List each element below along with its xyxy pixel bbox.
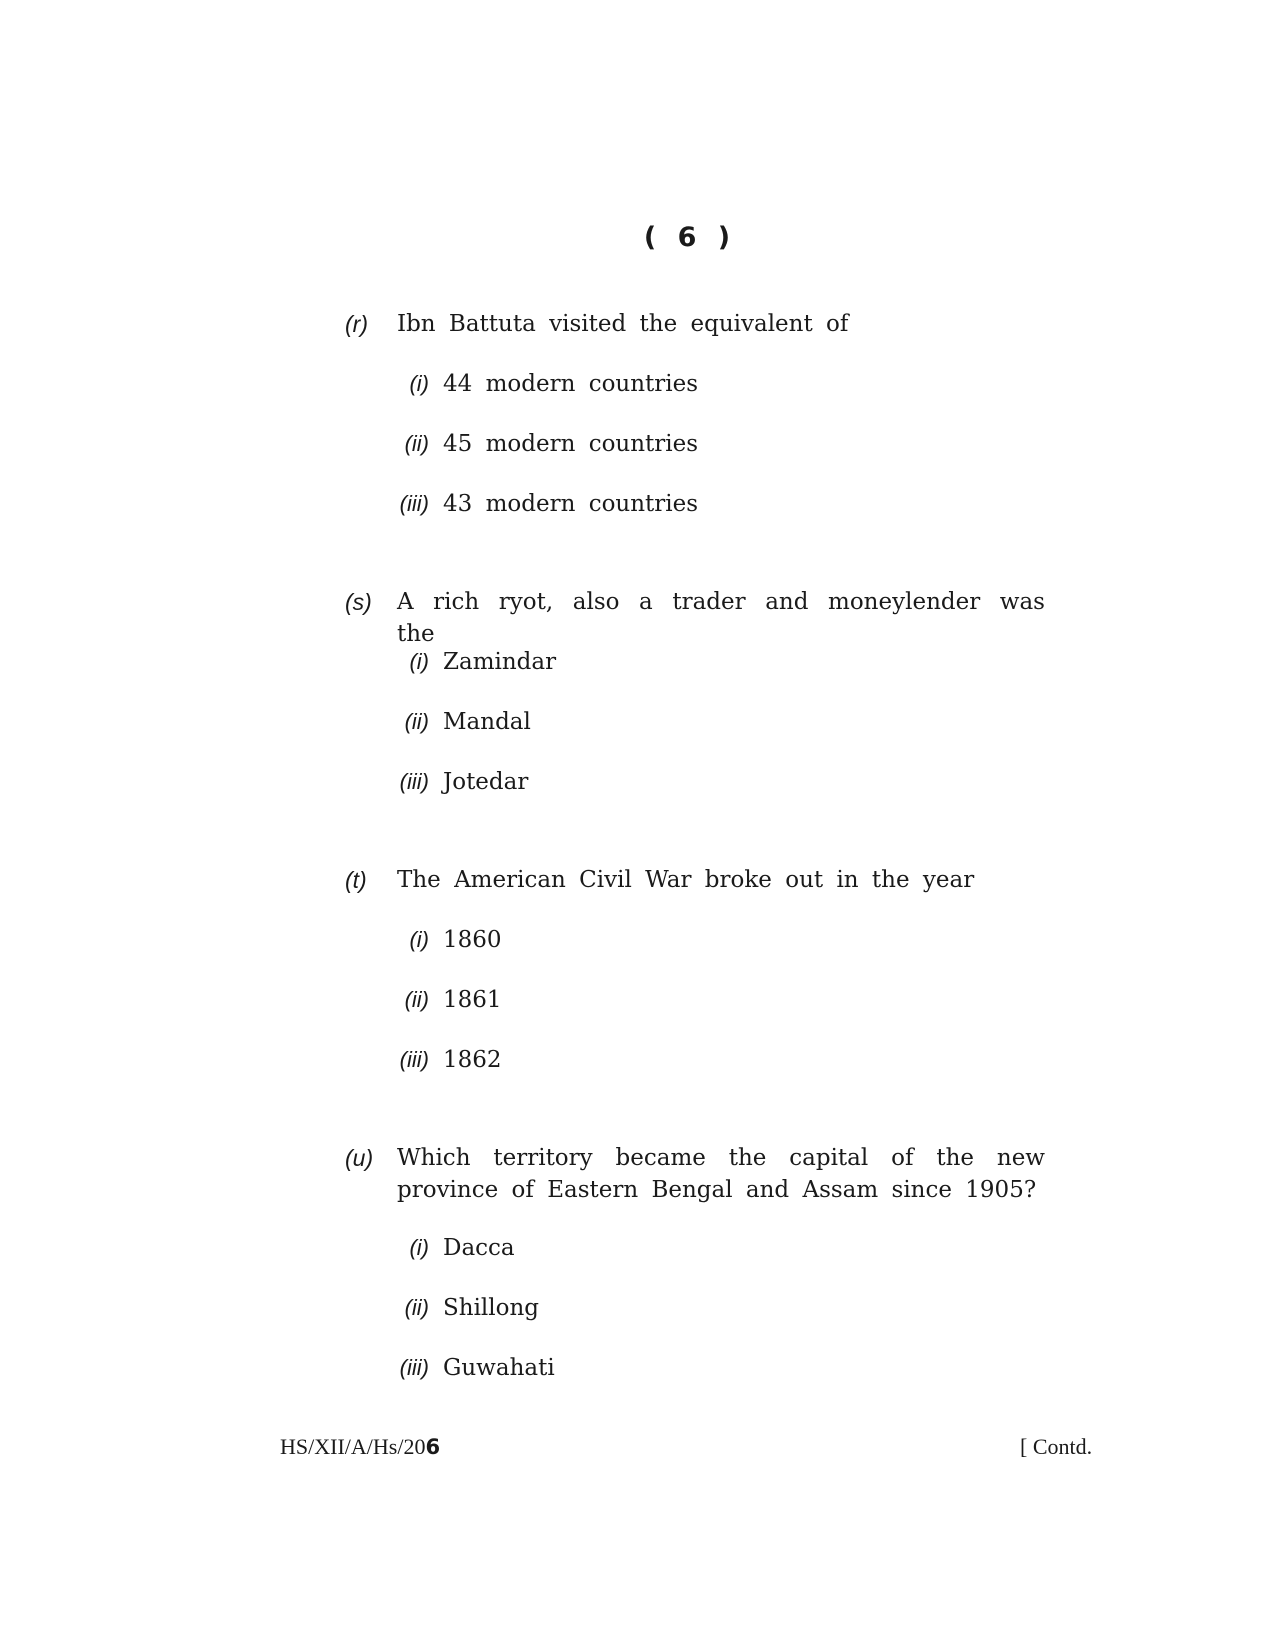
question-text: Ibn Battuta visited the equivalent of <box>397 311 849 337</box>
option-text: 1861 <box>443 987 502 1013</box>
question-text: A rich ryot, also a trader and moneylender was the <box>397 589 1045 647</box>
option-label: (ii) <box>404 709 429 734</box>
option-text: Guwahati <box>443 1355 555 1381</box>
option-label: (iii) <box>399 769 429 794</box>
option-text: Jotedar <box>443 769 529 795</box>
option-text: 1862 <box>443 1047 502 1073</box>
option-text: 44 modern countries <box>443 371 699 397</box>
option-label: (i) <box>409 1235 429 1260</box>
option-text: Dacca <box>443 1235 515 1261</box>
paper-code-text: HS/XII/A/Hs/20 <box>280 1434 426 1459</box>
option-label: (iii) <box>399 491 429 516</box>
question-t <box>345 864 1045 896</box>
option-label: (iii) <box>399 1047 429 1072</box>
question-s <box>345 586 1045 650</box>
option-label: (ii) <box>404 1295 429 1320</box>
option-text: 45 modern countries <box>443 431 699 457</box>
question-letter: (u) <box>345 1145 374 1171</box>
option-label: (i) <box>409 371 429 396</box>
option-label: (iii) <box>399 1355 429 1380</box>
question-letter: (r) <box>345 311 368 337</box>
option-text: 43 modern countries <box>443 491 699 517</box>
option-text: 1860 <box>443 927 502 953</box>
question-u <box>345 1142 1045 1206</box>
page-number: ( 6 ) <box>643 222 737 253</box>
question-text: The American Civil War broke out in the year <box>397 867 975 893</box>
question-letter: (s) <box>345 589 372 615</box>
question-text: Which territory became the capital of the new province of Eastern Bengal and Assam since 1905? <box>397 1145 1045 1203</box>
paper-code <box>280 1434 440 1460</box>
option-label: (ii) <box>404 987 429 1012</box>
option-text: Zamindar <box>443 649 557 675</box>
continued-note: [ Contd. <box>1020 1434 1093 1459</box>
option-label: (i) <box>409 649 429 674</box>
question-letter: (t) <box>345 867 367 893</box>
option-text: Mandal <box>443 709 531 735</box>
option-label: (ii) <box>404 431 429 456</box>
option-text: Shillong <box>443 1295 540 1321</box>
option-label: (i) <box>409 927 429 952</box>
paper-code-page: 6 <box>425 1435 441 1459</box>
question-r <box>345 308 1045 340</box>
